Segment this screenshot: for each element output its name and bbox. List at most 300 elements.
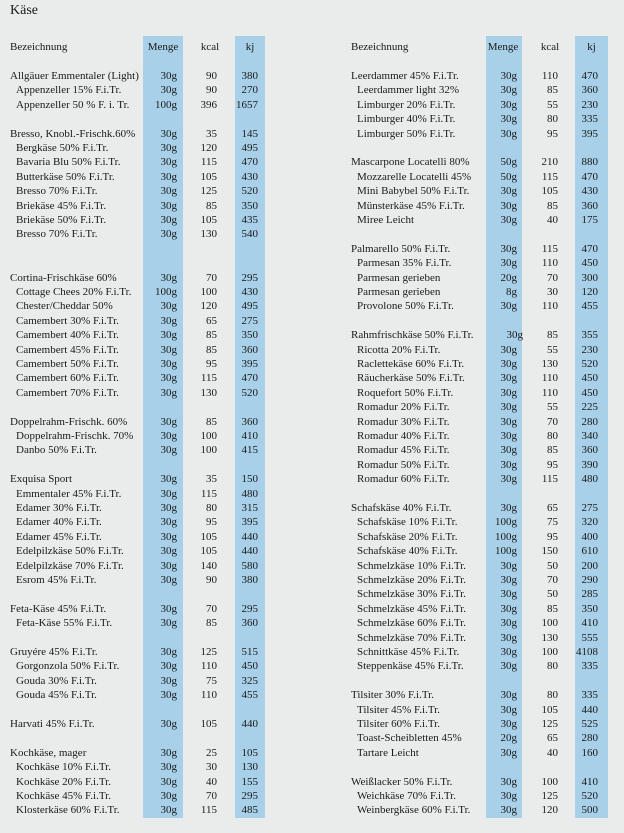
cheese-name: Mini Babybel 50% F.i.Tr. xyxy=(357,185,470,198)
cheese-name: Limburger 50% F.i.Tr. xyxy=(357,127,456,140)
cheese-kj: 440 xyxy=(241,718,258,730)
cheese-quantity: 30g xyxy=(500,98,517,111)
cheese-kcal: 95 xyxy=(206,358,217,370)
cheese-quantity: 30g xyxy=(160,516,177,529)
cheese-kcal: 90 xyxy=(206,84,217,97)
cheese-quantity: 30g xyxy=(500,70,517,82)
page-title: Käse xyxy=(10,3,38,18)
cheese-kj: 225 xyxy=(581,401,598,414)
cheese-kj: 350 xyxy=(241,199,258,212)
cheese-quantity: 30g xyxy=(160,746,177,759)
cheese-name: Münsterkäse 45% F.i.Tr. xyxy=(357,199,465,212)
cheese-quantity: 30g xyxy=(500,703,517,716)
cheese-quantity: 30g xyxy=(160,473,177,486)
cheese-kcal: 130 xyxy=(200,386,217,399)
cheese-kj: 325 xyxy=(241,674,258,687)
cheese-name: Cortina-Frischkäse 60% xyxy=(10,271,117,284)
cheese-name: Schafskäse 40% F.i.Tr. xyxy=(357,545,458,558)
cheese-name: Feta-Käse 55% F.i.Tr. xyxy=(16,617,113,630)
cheese-kj: 580 xyxy=(241,559,258,572)
cheese-quantity: 30g xyxy=(160,142,177,154)
cheese-kcal: 100 xyxy=(200,444,217,457)
cheese-name: Limburger 40% F.i.Tr. xyxy=(357,113,456,126)
cheese-quantity: 20g xyxy=(500,732,517,745)
cheese-kj: 470 xyxy=(241,372,258,385)
cheese-quantity: 30g xyxy=(500,372,517,385)
cheese-kcal: 210 xyxy=(541,156,558,169)
cheese-kj: 440 xyxy=(581,703,598,716)
cheese-kj: 280 xyxy=(581,415,598,428)
cheese-name: Bresso 70% F.i.Tr. xyxy=(16,228,98,241)
cheese-kj: 300 xyxy=(581,271,598,284)
cheese-quantity: 100g xyxy=(495,516,517,529)
cheese-kcal: 85 xyxy=(206,329,217,342)
cheese-kcal: 85 xyxy=(547,199,558,212)
cheese-kcal: 50 xyxy=(547,559,558,572)
cheese-name: Schmelzkäse 10% F.i.Tr. xyxy=(357,559,467,572)
cheese-kj: 390 xyxy=(581,458,598,471)
cheese-name: Weinbergkäse 60% F.i.Tr. xyxy=(357,804,471,817)
cheese-quantity: 30g xyxy=(500,646,517,658)
cheese-name: Tilsiter 45% F.i.Tr. xyxy=(357,703,440,716)
cheese-kcal: 125 xyxy=(200,646,217,658)
cheese-kcal: 115 xyxy=(541,473,558,486)
cheese-kcal: 396 xyxy=(200,98,217,111)
cheese-kcal: 55 xyxy=(547,401,558,414)
cheese-kcal: 110 xyxy=(200,689,217,702)
cheese-kcal: 110 xyxy=(541,257,558,270)
cheese-quantity: 30g xyxy=(160,444,177,457)
cheese-quantity: 30g xyxy=(500,588,517,601)
cheese-quantity: 30g xyxy=(500,84,517,97)
cheese-name: Edelpilzkäse 50% F.i.Tr. xyxy=(16,545,124,558)
cheese-quantity: 100g xyxy=(495,545,517,558)
cheese-quantity: 30g xyxy=(500,790,517,802)
cheese-kj: 450 xyxy=(241,660,258,673)
cheese-name: Steppenkäse 45% F.i.Tr. xyxy=(357,660,464,673)
cheese-name: Gruyére 45% F.i.Tr. xyxy=(10,646,98,658)
cheese-kj: 335 xyxy=(581,689,598,702)
cheese-kj: 520 xyxy=(241,386,258,399)
cheese-name: Räucherkäse 50% F.i.Tr. xyxy=(357,372,465,385)
cheese-quantity: 30g xyxy=(160,300,177,313)
cheese-quantity: 30g xyxy=(160,646,177,658)
cheese-kcal: 115 xyxy=(200,804,217,817)
cheese-name: Tilsiter 60% F.i.Tr. xyxy=(357,718,440,730)
cheese-name: Edamer 45% F.i.Tr. xyxy=(16,530,102,543)
cheese-kcal: 125 xyxy=(541,718,558,730)
header-right-kcal: kcal xyxy=(540,41,560,53)
cheese-name: Camembert 45% F.i.Tr. xyxy=(16,343,119,356)
cheese-kcal: 110 xyxy=(541,70,558,82)
cheese-kcal: 90 xyxy=(206,574,217,586)
cheese-name: Miree Leicht xyxy=(357,214,415,226)
cheese-kj: 155 xyxy=(241,775,258,788)
cheese-kj: 335 xyxy=(581,113,598,126)
cheese-name: Romadur 45% F.i.Tr. xyxy=(357,444,450,457)
cheese-kj: 360 xyxy=(581,444,598,457)
cheese-quantity: 30g xyxy=(500,199,517,212)
cheese-name: Edamer 40% F.i.Tr. xyxy=(16,516,102,529)
cheese-name: Schafskäse 20% F.i.Tr. xyxy=(357,530,458,543)
cheese-kj: 495 xyxy=(241,142,258,154)
cheese-kj: 410 xyxy=(581,775,598,788)
cheese-quantity: 30g xyxy=(160,790,177,802)
cheese-kj: 470 xyxy=(581,170,598,183)
cheese-kj: 525 xyxy=(581,718,598,730)
cheese-kcal: 85 xyxy=(206,199,217,212)
cheese-quantity: 30g xyxy=(160,689,177,702)
header-left-kcal: kcal xyxy=(200,41,220,53)
cheese-kj: 150 xyxy=(241,473,258,486)
cheese-name: Schmelzkäse 60% F.i.Tr. xyxy=(357,617,467,630)
cheese-kj: 430 xyxy=(241,170,258,183)
cheese-quantity: 100g xyxy=(495,530,517,543)
cheese-name: Tilsiter 30% F.i.Tr. xyxy=(351,689,434,702)
cheese-name: Romadur 30% F.i.Tr. xyxy=(357,415,450,428)
cheese-quantity: 30g xyxy=(160,775,177,788)
header-left-qty: Menge xyxy=(147,41,179,53)
cheese-quantity: 50g xyxy=(500,170,517,183)
cheese-kj: 360 xyxy=(241,617,258,630)
cheese-name: Gouda 45% F.i.Tr. xyxy=(16,689,97,702)
cheese-name: Schmelzkäse 45% F.i.Tr. xyxy=(357,602,467,615)
cheese-name: Doppelrahm-Frischk. 60% xyxy=(10,415,128,428)
cheese-name: Camembert 30% F.i.Tr. xyxy=(16,314,119,327)
cheese-quantity: 30g xyxy=(500,386,517,399)
cheese-kj: 450 xyxy=(581,386,598,399)
cheese-kj: 160 xyxy=(581,746,598,759)
cheese-name: Camembert 50% F.i.Tr. xyxy=(16,358,119,370)
cheese-name: Camembert 60% F.i.Tr. xyxy=(16,372,119,385)
cheese-quantity: 30g xyxy=(500,343,517,356)
cheese-kcal: 75 xyxy=(547,516,558,529)
cheese-kcal: 110 xyxy=(541,372,558,385)
cheese-name: Palmarello 50% F.i.Tr. xyxy=(351,242,451,255)
cheese-quantity: 30g xyxy=(160,84,177,97)
cheese-kj: 480 xyxy=(241,487,258,500)
cheese-quantity: 30g xyxy=(500,458,517,471)
cheese-kcal: 55 xyxy=(547,343,558,356)
cheese-quantity: 30g xyxy=(160,329,177,342)
cheese-quantity: 30g xyxy=(500,718,517,730)
cheese-kj: 555 xyxy=(581,631,598,644)
cheese-kcal: 65 xyxy=(206,314,217,327)
cheese-kj: 450 xyxy=(581,372,598,385)
cheese-name: Limburger 20% F.i.Tr. xyxy=(357,98,456,111)
cheese-quantity: 30g xyxy=(500,113,517,126)
header-right-qty: Menge xyxy=(487,41,519,53)
cheese-quantity: 30g xyxy=(500,185,517,198)
cheese-kj: 355 xyxy=(581,329,598,342)
cheese-name: Mozzarelle Locatelli 45% xyxy=(357,170,472,183)
cheese-kcal: 120 xyxy=(200,142,217,154)
cheese-kcal: 35 xyxy=(206,127,217,140)
cheese-kcal: 70 xyxy=(206,602,217,615)
cheese-kj: 430 xyxy=(241,286,258,298)
cheese-quantity: 30g xyxy=(160,156,177,169)
cheese-name: Chester/Cheddar 50% xyxy=(16,300,113,313)
cheese-kcal: 130 xyxy=(200,228,217,241)
cheese-kj: 340 xyxy=(581,430,598,442)
cheese-quantity: 30g xyxy=(160,430,177,442)
cheese-name: Doppelrahm-Frischk. 70% xyxy=(16,430,134,442)
cheese-kj: 470 xyxy=(581,70,598,82)
cheese-quantity: 30g xyxy=(160,530,177,543)
cheese-kj: 410 xyxy=(581,617,598,630)
cheese-kj: 295 xyxy=(241,271,258,284)
cheese-kj: 350 xyxy=(241,329,258,342)
cheese-name: Romadur 20% F.i.Tr. xyxy=(357,401,450,414)
cheese-kcal: 70 xyxy=(206,790,217,802)
cheese-name: Weichkäse 70% F.i.Tr. xyxy=(357,790,456,802)
cheese-kcal: 40 xyxy=(206,775,217,788)
cheese-kcal: 80 xyxy=(547,660,558,673)
cheese-kcal: 105 xyxy=(541,185,558,198)
cheese-kcal: 85 xyxy=(547,602,558,615)
cheese-quantity: 30g xyxy=(160,559,177,572)
cheese-kcal: 30 xyxy=(206,761,217,774)
cheese-name: Esrom 45% F.i.Tr. xyxy=(16,574,97,586)
cheese-kcal: 25 xyxy=(206,746,217,759)
cheese-name: Cottage Chees 20% F.i.Tr. xyxy=(16,286,132,298)
cheese-kcal: 40 xyxy=(547,746,558,759)
cheese-kcal: 70 xyxy=(547,415,558,428)
cheese-kcal: 140 xyxy=(200,559,217,572)
cheese-kcal: 70 xyxy=(547,271,558,284)
cheese-quantity: 30g xyxy=(160,228,177,241)
cheese-quantity: 30g xyxy=(500,214,517,226)
cheese-quantity: 30g xyxy=(160,314,177,327)
cheese-name: Gorgonzola 50% F.i.Tr. xyxy=(16,660,120,673)
cheese-quantity: 30g xyxy=(500,660,517,673)
cheese-kcal: 105 xyxy=(200,718,217,730)
cheese-kj: 540 xyxy=(241,228,258,241)
cheese-kcal: 85 xyxy=(206,415,217,428)
cheese-quantity: 30g xyxy=(500,358,517,370)
cheese-quantity: 30g xyxy=(160,170,177,183)
cheese-name: Toast-Scheibletten 45% xyxy=(357,732,462,745)
cheese-kcal: 95 xyxy=(547,458,558,471)
cheese-kcal: 115 xyxy=(541,170,558,183)
cheese-quantity: 30g xyxy=(160,487,177,500)
cheese-name: Parmesan gerieben xyxy=(357,286,441,298)
cheese-kcal: 70 xyxy=(206,271,217,284)
cheese-kcal: 110 xyxy=(200,660,217,673)
cheese-name: Schmelzkäse 70% F.i.Tr. xyxy=(357,631,467,644)
cheese-quantity: 30g xyxy=(500,473,517,486)
cheese-quantity: 30g xyxy=(160,214,177,226)
cheese-kj: 4108 xyxy=(576,646,598,658)
cheese-name: Parmesan 35% F.i.Tr. xyxy=(357,257,452,270)
cheese-kj: 105 xyxy=(241,746,258,759)
cheese-name: Edelpilzkäse 70% F.i.Tr. xyxy=(16,559,124,572)
cheese-name: Appenzeller 50 % F. i. Tr. xyxy=(16,98,130,111)
cheese-kj: 320 xyxy=(581,516,598,529)
cheese-kj: 520 xyxy=(241,185,258,198)
cheese-kj: 360 xyxy=(581,84,598,97)
cheese-quantity: 30g xyxy=(500,401,517,414)
cheese-quantity: 30g xyxy=(160,674,177,687)
cheese-quantity: 30g xyxy=(506,329,523,342)
cheese-kcal: 85 xyxy=(206,617,217,630)
cheese-quantity: 30g xyxy=(160,415,177,428)
cheese-quantity: 30g xyxy=(500,602,517,615)
cheese-quantity: 30g xyxy=(160,804,177,817)
cheese-name: Mascarpone Locatelli 80% xyxy=(351,156,470,169)
cheese-name: Briekäse 50% F.i.Tr. xyxy=(16,214,107,226)
cheese-kj: 145 xyxy=(241,127,258,140)
cheese-name: Schnittkäse 45% F.i.Tr. xyxy=(357,646,460,658)
cheese-kcal: 95 xyxy=(206,516,217,529)
cheese-kcal: 150 xyxy=(541,545,558,558)
cheese-kj: 440 xyxy=(241,545,258,558)
cheese-kj: 280 xyxy=(581,732,598,745)
cheese-kj: 295 xyxy=(241,790,258,802)
cheese-name: Leerdammer light 32% xyxy=(357,84,460,97)
cheese-name: Schmelzkäse 20% F.i.Tr. xyxy=(357,574,467,586)
cheese-quantity: 30g xyxy=(160,574,177,586)
cheese-kj: 1657 xyxy=(236,98,258,111)
header-left-name: Bezeichnung xyxy=(10,41,68,53)
cheese-kj: 285 xyxy=(581,588,598,601)
header-right-name: Bezeichnung xyxy=(351,41,409,53)
cheese-kj: 120 xyxy=(581,286,598,298)
cheese-quantity: 30g xyxy=(160,372,177,385)
cheese-kj: 230 xyxy=(581,343,598,356)
cheese-quantity: 30g xyxy=(500,127,517,140)
cheese-name: Romadur 60% F.i.Tr. xyxy=(357,473,450,486)
cheese-kj: 360 xyxy=(581,199,598,212)
cheese-kcal: 95 xyxy=(547,127,558,140)
cheese-name: Romadur 50% F.i.Tr. xyxy=(357,458,450,471)
cheese-quantity: 30g xyxy=(500,775,517,788)
cheese-kcal: 125 xyxy=(541,790,558,802)
cheese-name: Bergkäse 50% F.i.Tr. xyxy=(16,142,109,154)
cheese-kcal: 100 xyxy=(200,286,217,298)
cheese-name: Camembert 40% F.i.Tr. xyxy=(16,329,119,342)
cheese-quantity: 30g xyxy=(500,257,517,270)
cheese-quantity: 30g xyxy=(160,127,177,140)
cheese-kj: 230 xyxy=(581,98,598,111)
cheese-kj: 360 xyxy=(241,415,258,428)
cheese-kcal: 95 xyxy=(547,530,558,543)
cheese-name: Leerdammer 45% F.i.Tr. xyxy=(351,70,459,82)
cheese-name: Exquisa Sport xyxy=(10,473,73,486)
cheese-kcal: 105 xyxy=(200,545,217,558)
cheese-name: Parmesan gerieben xyxy=(357,271,441,284)
cheese-kcal: 70 xyxy=(547,574,558,586)
cheese-quantity: 30g xyxy=(160,271,177,284)
cheese-kj: 380 xyxy=(241,70,258,82)
cheese-name: Klosterkäse 60% F.i.Tr. xyxy=(16,804,120,817)
cheese-kcal: 80 xyxy=(547,430,558,442)
cheese-kj: 290 xyxy=(581,574,598,586)
cheese-quantity: 30g xyxy=(500,689,517,702)
cheese-quantity: 50g xyxy=(500,156,517,169)
cheese-kj: 410 xyxy=(241,430,258,442)
cheese-quantity: 30g xyxy=(160,502,177,514)
cheese-kj: 200 xyxy=(581,559,598,572)
cheese-kj: 350 xyxy=(581,602,598,615)
cheese-name: Kochkäse, mager xyxy=(10,746,87,759)
cheese-kcal: 115 xyxy=(541,242,558,255)
cheese-kcal: 85 xyxy=(547,329,558,342)
cheese-kcal: 130 xyxy=(541,631,558,644)
cheese-quantity: 30g xyxy=(500,502,517,514)
cheese-kj: 295 xyxy=(241,602,258,615)
cheese-kcal: 105 xyxy=(541,703,558,716)
header-right-kj: kj xyxy=(587,41,596,53)
cheese-name: Bresso, Knobl.-Frischk.60% xyxy=(10,127,136,140)
cheese-quantity: 30g xyxy=(500,559,517,572)
cheese-kj: 395 xyxy=(241,358,258,370)
cheese-name: Schafskäse 40% F.i.Tr. xyxy=(351,502,452,514)
cheese-kj: 315 xyxy=(241,502,258,514)
cheese-name: Camembert 70% F.i.Tr. xyxy=(16,386,119,399)
cheese-name: Kochkäse 20% F.i.Tr. xyxy=(16,775,111,788)
cheese-name: Kochkäse 10% F.i.Tr. xyxy=(16,761,111,774)
cheese-kj: 395 xyxy=(241,516,258,529)
cheese-kcal: 130 xyxy=(541,358,558,370)
cheese-name: Weißlacker 50% F.i.Tr. xyxy=(351,775,453,788)
cheese-quantity: 30g xyxy=(500,631,517,644)
cheese-name: Edamer 30% F.i.Tr. xyxy=(16,502,102,514)
cheese-quantity: 30g xyxy=(160,602,177,615)
cheese-kj: 430 xyxy=(581,185,598,198)
cheese-quantity: 30g xyxy=(160,386,177,399)
cheese-kj: 270 xyxy=(241,84,258,97)
cheese-quantity: 30g xyxy=(500,617,517,630)
cheese-kj: 455 xyxy=(241,689,258,702)
cheese-quantity: 30g xyxy=(500,415,517,428)
cheese-kj: 515 xyxy=(241,646,258,658)
cheese-kcal: 115 xyxy=(200,156,217,169)
cheese-kcal: 120 xyxy=(200,300,217,313)
cheese-kcal: 40 xyxy=(547,214,558,226)
cheese-quantity: 30g xyxy=(500,430,517,442)
cheese-kj: 435 xyxy=(241,214,258,226)
cheese-kj: 130 xyxy=(241,761,258,774)
cheese-quantity: 8g xyxy=(506,286,517,298)
cheese-kj: 455 xyxy=(581,300,598,313)
cheese-name: Schafskäse 10% F.i.Tr. xyxy=(357,516,458,529)
cheese-kj: 380 xyxy=(241,574,258,586)
cheese-name: Allgäuer Emmentaler (Light) xyxy=(10,70,139,82)
cheese-kj: 480 xyxy=(581,473,598,486)
cheese-quantity: 30g xyxy=(500,574,517,586)
cheese-kj: 520 xyxy=(581,358,598,370)
cheese-kcal: 85 xyxy=(547,444,558,457)
cheese-kj: 395 xyxy=(581,127,598,140)
cheese-kcal: 125 xyxy=(200,185,217,198)
cheese-quantity: 30g xyxy=(160,545,177,558)
cheese-name: Ricotta 20% F.i.Tr. xyxy=(357,343,441,356)
cheese-kcal: 80 xyxy=(547,113,558,126)
cheese-name: Briekäse 45% F.i.Tr. xyxy=(16,199,107,212)
cheese-kcal: 65 xyxy=(547,732,558,745)
cheese-name: Gouda 30% F.i.Tr. xyxy=(16,674,97,687)
cheese-name: Rahmfrischkäse 50% F.i.Tr. xyxy=(351,329,474,342)
cheese-kj: 335 xyxy=(581,660,598,673)
cheese-name: Bresso 70% F.i.Tr. xyxy=(16,185,98,198)
cheese-kcal: 105 xyxy=(200,214,217,226)
cheese-kj: 275 xyxy=(241,314,258,327)
cheese-kj: 440 xyxy=(241,530,258,543)
cheese-kcal: 50 xyxy=(547,588,558,601)
cheese-name: Tartare Leicht xyxy=(357,746,419,759)
cheese-kj: 275 xyxy=(581,502,598,514)
